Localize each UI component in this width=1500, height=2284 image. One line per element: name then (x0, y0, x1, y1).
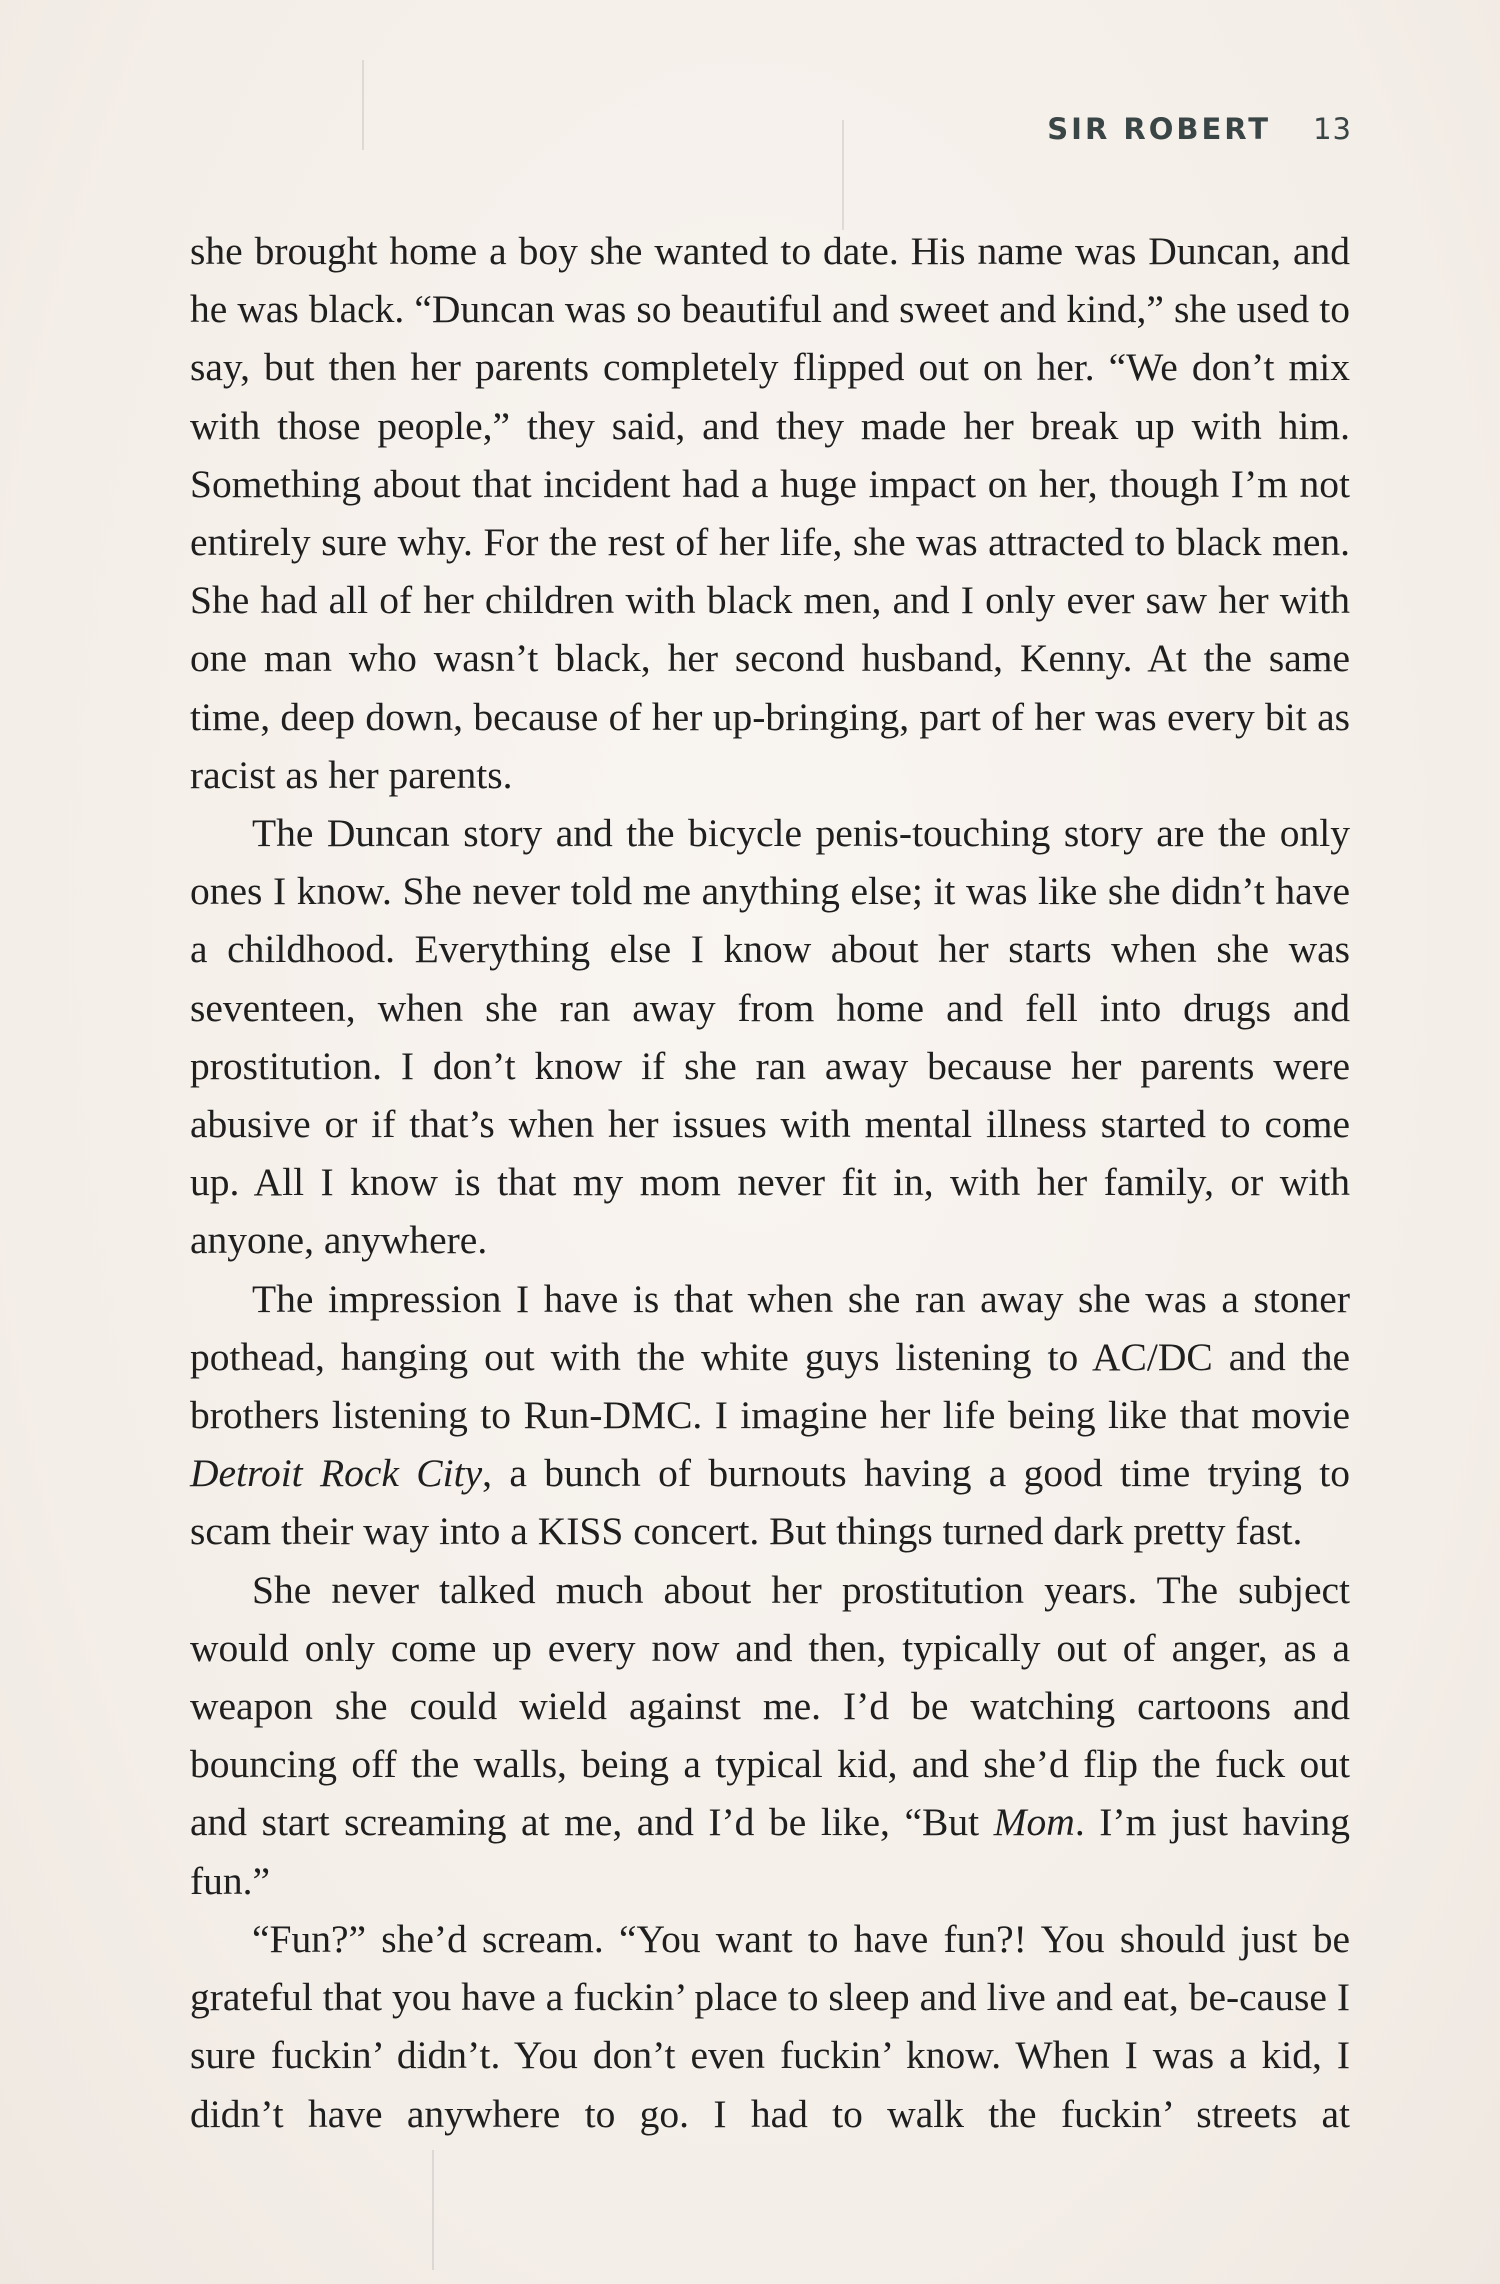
body-text (190, 222, 1350, 2143)
paragraph (190, 222, 1350, 804)
text-run: The Duncan story and the bicycle penis-touching story are the only ones I know. She never told me anything else; it was like she didn’t have a childhood. Everything else I know about her starts when she was seventeen, when she ran away from home and fell into drugs and prostitution. I don’t know if she ran away because her parents were abusive or if that’s when her issues with mental illness started to come up. All I know is that my mom never fit in, with her family, or with anyone, anywhere. (190, 811, 1350, 1263)
show-through-mark (842, 120, 844, 230)
paragraph (190, 1561, 1350, 1910)
text-run: She never talked much about her prostitution years. The subject would only come up every now and then, typically out of anger, as a weapon she could wield against me. I’d be watching cartoons and bouncing off the walls, being a typical kid, and she’d flip the fuck out and start screaming at me, and I’d be like, “But (190, 1567, 1350, 1845)
paragraph (190, 1270, 1350, 1561)
text-run: she brought home a boy she wanted to date. His name was Duncan, and he was black. “Duncan was so beautiful and sweet and kind,” she used to say, but then her parents completely flipped out on her. “We don’t mix with those people,” they said, and they made her break up with him. Something about that incident had a huge impact on her, though I’m not entirely sure why. For the rest of her life, she was attracted to black men. She had all of her children with black men, and I only ever saw her with one man who wasn’t black, her second husband, Kenny. At the same time, deep down, because of her up-bringing, part of her was every bit as racist as her parents. (190, 229, 1350, 797)
running-title: SIR ROBERT (1047, 112, 1272, 146)
movie-title: Detroit Rock City (190, 1451, 483, 1496)
show-through-mark (432, 2150, 434, 2270)
page-number: 13 (1313, 112, 1352, 146)
text-run: , a bunch of burnouts having a good time trying to scam their way into a KISS concert. But things turned dark pretty fast. (190, 1451, 1350, 1554)
paragraph (190, 804, 1350, 1270)
show-through-mark (362, 60, 364, 150)
text-run: “Fun?” she’d scream. “You want to have fun?! You should just be grateful that you have a fuckin’ place to sleep and live and eat, be-cause I sure fuckin’ didn’t. You don’t even fuckin’ know. When I was a kid, I didn’t have anywhere to go. I had to walk the fuckin’ streets at (190, 1916, 1350, 2136)
running-head (1047, 112, 1352, 146)
text-run: . I’m just having fun.” (190, 1800, 1351, 1903)
paragraph (190, 1910, 1350, 2143)
emphasis: Mom (993, 1800, 1075, 1845)
text-run: The impression I have is that when she ran away she was a stoner pothead, hanging out with the white guys listening to AC/DC and the brothers listening to Run-DMC. I imagine her life being like that movie (190, 1276, 1350, 1438)
